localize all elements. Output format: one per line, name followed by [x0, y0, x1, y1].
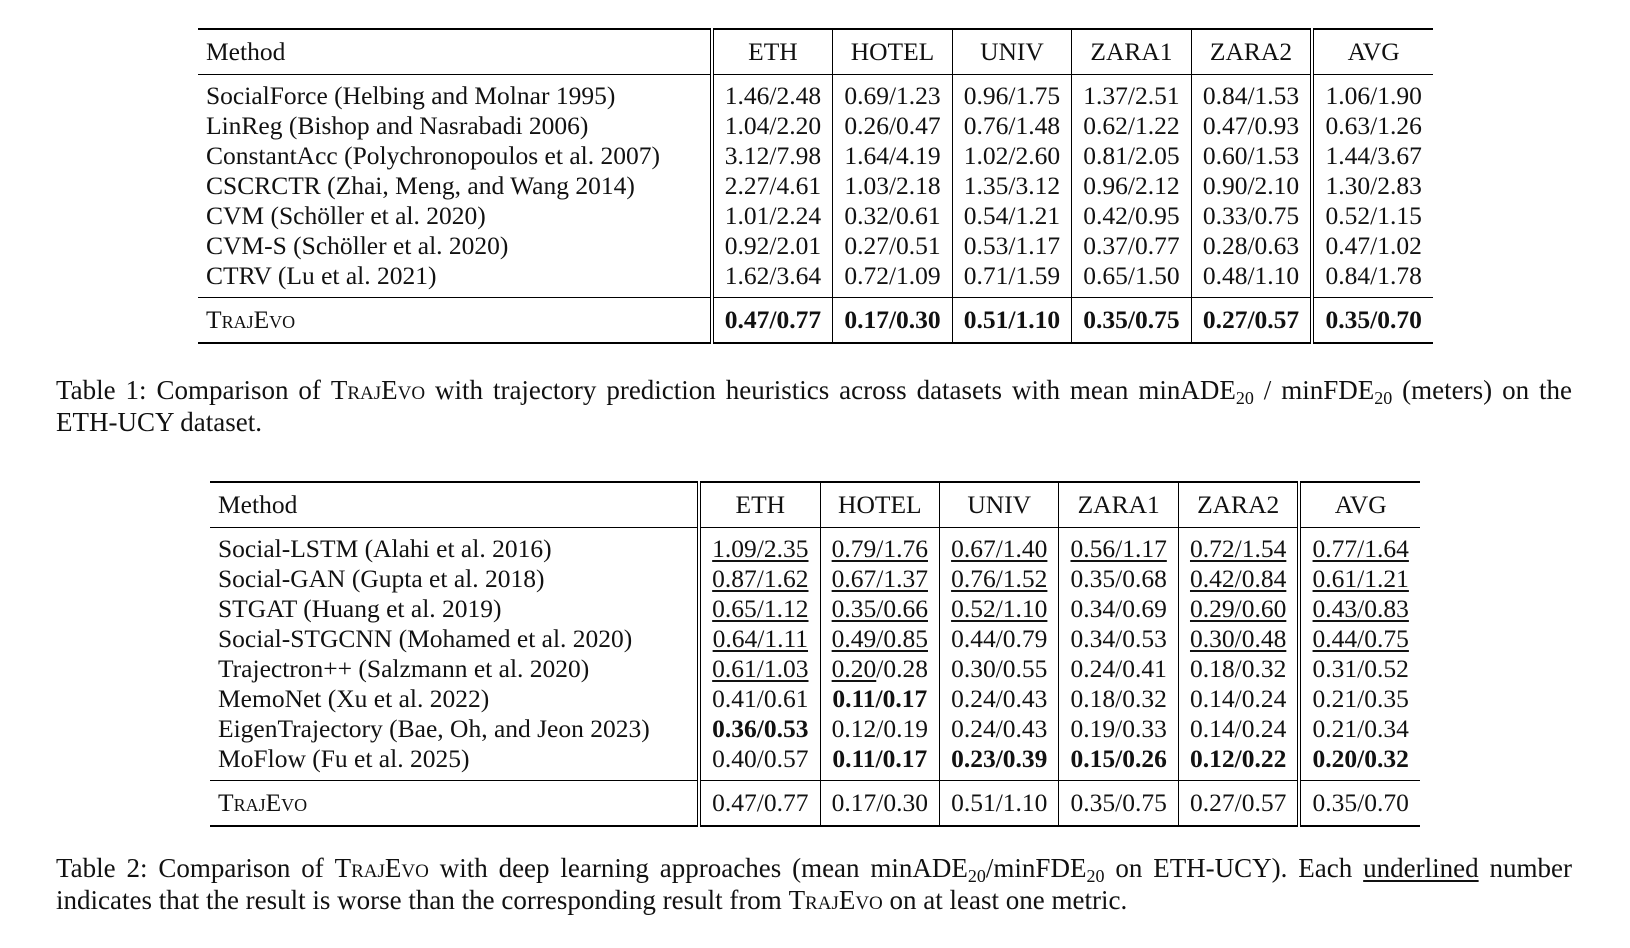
method-name: CTRV (Lu et al. 2021)	[206, 261, 437, 290]
cell-avg: 0.35/0.70	[1312, 298, 1433, 344]
cell-univ: 0.24/0.43	[940, 684, 1059, 714]
cell-avg: 0.20/0.32	[1299, 744, 1420, 781]
cell-univ: 0.51/1.10	[952, 298, 1071, 344]
subscript: 20	[967, 866, 986, 886]
caption-method-name: TrajEvo	[334, 853, 429, 883]
table-row	[198, 261, 1433, 298]
cell-avg: 0.77/1.64	[1299, 528, 1420, 565]
cell-eth: 0.64/1.11	[699, 624, 820, 654]
cell-hotel: 0.35/0.66	[820, 594, 939, 624]
cell-hotel: 0.17/0.30	[820, 781, 939, 827]
table-1-header-row	[198, 29, 1433, 75]
cell-univ: 0.71/1.59	[952, 261, 1071, 298]
cell-eth: 0.61/1.03	[699, 654, 820, 684]
table-row	[210, 624, 1420, 654]
cell-eth: 1.09/2.35	[699, 528, 820, 565]
cell-hotel: 1.64/4.19	[833, 141, 952, 171]
method-name: TrajEvo	[210, 781, 699, 827]
cell-hotel: 0.79/1.76	[820, 528, 939, 565]
cell-zara1: 0.15/0.26	[1059, 744, 1178, 781]
cell-avg: 0.21/0.35	[1299, 684, 1420, 714]
table-row	[198, 201, 1433, 231]
method-name: Social-GAN (Gupta et al. 2018)	[218, 564, 545, 593]
table-1-final-row	[198, 298, 1433, 344]
cell-zara1: 0.35/0.68	[1059, 564, 1178, 594]
cell-eth: 1.01/2.24	[712, 201, 833, 231]
cell-eth: 1.62/3.64	[712, 261, 833, 298]
cell-avg: 0.21/0.34	[1299, 714, 1420, 744]
method-name: MemoNet (Xu et al. 2022)	[218, 684, 490, 713]
table-row	[198, 141, 1433, 171]
caption-method-name: TrajEvo	[788, 885, 883, 915]
cell-univ: 0.30/0.55	[940, 654, 1059, 684]
cell-zara2: 0.48/1.10	[1191, 261, 1312, 298]
caption-text: /minFDE	[985, 853, 1087, 883]
cell-avg: 0.35/0.70	[1299, 781, 1420, 827]
table-row	[210, 744, 1420, 781]
cell-univ: 1.02/2.60	[952, 141, 1071, 171]
header-univ: UNIV	[952, 29, 1071, 75]
caption-text: number indicates that the result is worse than the corresponding result from	[56, 853, 1572, 915]
cell-zara2: 0.28/0.63	[1191, 231, 1312, 261]
cell-zara1: 0.35/0.75	[1059, 781, 1178, 827]
cell-zara2: 0.42/0.84	[1178, 564, 1299, 594]
table-row	[210, 654, 1420, 684]
cell-zara2: 0.60/1.53	[1191, 141, 1312, 171]
cell-eth: 0.92/2.01	[712, 231, 833, 261]
method-name: LinReg (Bishop and Nasrabadi 2006)	[206, 111, 589, 140]
cell-hotel: 0.27/0.51	[833, 231, 952, 261]
table-row	[198, 231, 1433, 261]
cell-avg: 0.44/0.75	[1299, 624, 1420, 654]
cell-avg: 1.30/2.83	[1312, 171, 1433, 201]
cell-zara2: 0.30/0.48	[1178, 624, 1299, 654]
cell-univ: 0.53/1.17	[952, 231, 1071, 261]
cell-eth: 3.12/7.98	[712, 141, 833, 171]
cell-zara2: 0.84/1.53	[1191, 75, 1312, 112]
cell-avg: 1.06/1.90	[1312, 75, 1433, 112]
header-avg: AVG	[1299, 482, 1420, 528]
table-2-caption	[56, 852, 1572, 916]
cell-univ: 0.23/0.39	[940, 744, 1059, 781]
cell-zara2: 0.18/0.32	[1178, 654, 1299, 684]
method-name: SocialForce (Helbing and Molnar 1995)	[206, 81, 616, 110]
cell-hotel: 0.11/0.17	[820, 684, 939, 714]
header-zara2: ZARA2	[1191, 29, 1312, 75]
cell-hotel: 0.49/0.85	[820, 624, 939, 654]
cell-zara2: 0.72/1.54	[1178, 528, 1299, 565]
cell-value-part: /0.28	[876, 654, 928, 683]
table-row	[198, 111, 1433, 141]
cell-hotel: 0.17/0.30	[833, 298, 952, 344]
subscript: 20	[1374, 388, 1393, 408]
method-name: CSCRCTR (Zhai, Meng, and Wang 2014)	[206, 171, 635, 200]
cell-hotel: 0.67/1.37	[820, 564, 939, 594]
cell-zara2: 0.27/0.57	[1178, 781, 1299, 827]
cell-eth: 0.47/0.77	[699, 781, 820, 827]
cell-univ: 0.51/1.10	[940, 781, 1059, 827]
header-method: Method	[210, 482, 699, 528]
table-2-final-row	[210, 781, 1420, 827]
cell-value-part: 0.20	[831, 654, 877, 683]
cell-hotel: 0.32/0.61	[833, 201, 952, 231]
table-row	[198, 75, 1433, 112]
cell-univ: 0.52/1.10	[940, 594, 1059, 624]
method-name: EigenTrajectory (Bae, Oh, and Jeon 2023)	[218, 714, 650, 743]
table-1	[198, 28, 1433, 344]
header-zara2: ZARA2	[1178, 482, 1299, 528]
cell-eth: 1.04/2.20	[712, 111, 833, 141]
table-row	[210, 714, 1420, 744]
method-name: STGAT (Huang et al. 2019)	[218, 594, 502, 623]
cell-hotel: 0.69/1.23	[833, 75, 952, 112]
cell-eth: 0.41/0.61	[699, 684, 820, 714]
cell-univ: 1.35/3.12	[952, 171, 1071, 201]
caption-text: on ETH-UCY). Each	[1104, 853, 1364, 883]
caption-method-name: TrajEvo	[330, 375, 426, 405]
cell-univ: 0.54/1.21	[952, 201, 1071, 231]
table-2-header-row	[210, 482, 1420, 528]
header-method: Method	[198, 29, 712, 75]
cell-zara2: 0.12/0.22	[1178, 744, 1299, 781]
subscript: 20	[1235, 388, 1254, 408]
cell-hotel: 0.12/0.19	[820, 714, 939, 744]
header-eth: ETH	[712, 29, 833, 75]
cell-zara1: 0.35/0.75	[1072, 298, 1191, 344]
cell-univ: 0.76/1.52	[940, 564, 1059, 594]
header-hotel: HOTEL	[820, 482, 939, 528]
header-zara1: ZARA1	[1072, 29, 1191, 75]
caption-text: on at least one metric.	[882, 885, 1128, 915]
cell-zara2: 0.14/0.24	[1178, 714, 1299, 744]
cell-hotel: 1.03/2.18	[833, 171, 952, 201]
cell-eth: 0.65/1.12	[699, 594, 820, 624]
cell-zara1: 0.56/1.17	[1059, 528, 1178, 565]
cell-zara1: 0.65/1.50	[1072, 261, 1191, 298]
cell-avg: 0.63/1.26	[1312, 111, 1433, 141]
cell-eth: 0.36/0.53	[699, 714, 820, 744]
header-eth: ETH	[699, 482, 820, 528]
header-zara1: ZARA1	[1059, 482, 1178, 528]
cell-avg: 1.44/3.67	[1312, 141, 1433, 171]
cell-avg: 0.31/0.52	[1299, 654, 1420, 684]
method-name: MoFlow (Fu et al. 2025)	[218, 744, 470, 773]
cell-eth: 0.47/0.77	[712, 298, 833, 344]
cell-zara1: 0.34/0.69	[1059, 594, 1178, 624]
cell-zara2: 0.29/0.60	[1178, 594, 1299, 624]
cell-univ: 0.96/1.75	[952, 75, 1071, 112]
cell-zara1: 0.81/2.05	[1072, 141, 1191, 171]
method-name: Social-STGCNN (Mohamed et al. 2020)	[218, 624, 633, 653]
method-name: CVM (Schöller et al. 2020)	[206, 201, 486, 230]
header-avg: AVG	[1312, 29, 1433, 75]
subscript: 20	[1086, 866, 1105, 886]
cell-univ: 0.76/1.48	[952, 111, 1071, 141]
cell-eth: 0.40/0.57	[699, 744, 820, 781]
cell-zara1: 0.34/0.53	[1059, 624, 1178, 654]
cell-avg: 0.52/1.15	[1312, 201, 1433, 231]
cell-zara1: 1.37/2.51	[1072, 75, 1191, 112]
cell-avg: 0.84/1.78	[1312, 261, 1433, 298]
cell-eth: 2.27/4.61	[712, 171, 833, 201]
header-univ: UNIV	[940, 482, 1059, 528]
cell-zara1: 0.62/1.22	[1072, 111, 1191, 141]
cell-hotel: 0.11/0.17	[820, 744, 939, 781]
cell-zara2: 0.14/0.24	[1178, 684, 1299, 714]
cell-zara2: 0.33/0.75	[1191, 201, 1312, 231]
cell-avg: 0.43/0.83	[1299, 594, 1420, 624]
cell-univ: 0.24/0.43	[940, 714, 1059, 744]
cell-avg: 0.61/1.21	[1299, 564, 1420, 594]
method-name: ConstantAcc (Polychronopoulos et al. 2007)	[206, 141, 660, 170]
method-name: Social-LSTM (Alahi et al. 2016)	[218, 534, 552, 563]
table-row	[210, 528, 1420, 565]
table-row	[210, 684, 1420, 714]
cell-univ: 0.44/0.79	[940, 624, 1059, 654]
method-name: TrajEvo	[198, 298, 712, 344]
cell-hotel	[820, 654, 939, 684]
cell-zara1: 0.19/0.33	[1059, 714, 1178, 744]
caption-text: with trajectory prediction heuristics across datasets with mean minADE	[425, 375, 1236, 405]
method-name: CVM-S (Schöller et al. 2020)	[206, 231, 509, 260]
table-row	[210, 564, 1420, 594]
cell-univ: 0.67/1.40	[940, 528, 1059, 565]
cell-zara1: 0.18/0.32	[1059, 684, 1178, 714]
table-1-grid	[198, 28, 1433, 344]
cell-zara1: 0.96/2.12	[1072, 171, 1191, 201]
cell-zara1: 0.24/0.41	[1059, 654, 1178, 684]
table-2-grid	[210, 481, 1420, 827]
cell-zara1: 0.37/0.77	[1072, 231, 1191, 261]
table-row	[210, 594, 1420, 624]
cell-eth: 1.46/2.48	[712, 75, 833, 112]
cell-zara2: 0.90/2.10	[1191, 171, 1312, 201]
caption-text: Table 1: Comparison of	[56, 375, 331, 405]
cell-zara2: 0.47/0.93	[1191, 111, 1312, 141]
cell-hotel: 0.26/0.47	[833, 111, 952, 141]
header-hotel: HOTEL	[833, 29, 952, 75]
caption-text: (meters) on the ETH-UCY dataset.	[56, 375, 1572, 437]
table-2	[210, 481, 1420, 827]
cell-eth: 0.87/1.62	[699, 564, 820, 594]
caption-text: with deep learning approaches (mean minADE	[428, 853, 968, 883]
caption-text: / minFDE	[1253, 375, 1375, 405]
caption-text: Table 2: Comparison of	[56, 853, 335, 883]
method-name: Trajectron++ (Salzmann et al. 2020)	[218, 654, 590, 683]
cell-avg: 0.47/1.02	[1312, 231, 1433, 261]
table-1-caption	[56, 374, 1572, 438]
cell-zara2: 0.27/0.57	[1191, 298, 1312, 344]
caption-underlined-word: underlined	[1363, 853, 1479, 883]
cell-zara1: 0.42/0.95	[1072, 201, 1191, 231]
table-row	[198, 171, 1433, 201]
cell-hotel: 0.72/1.09	[833, 261, 952, 298]
